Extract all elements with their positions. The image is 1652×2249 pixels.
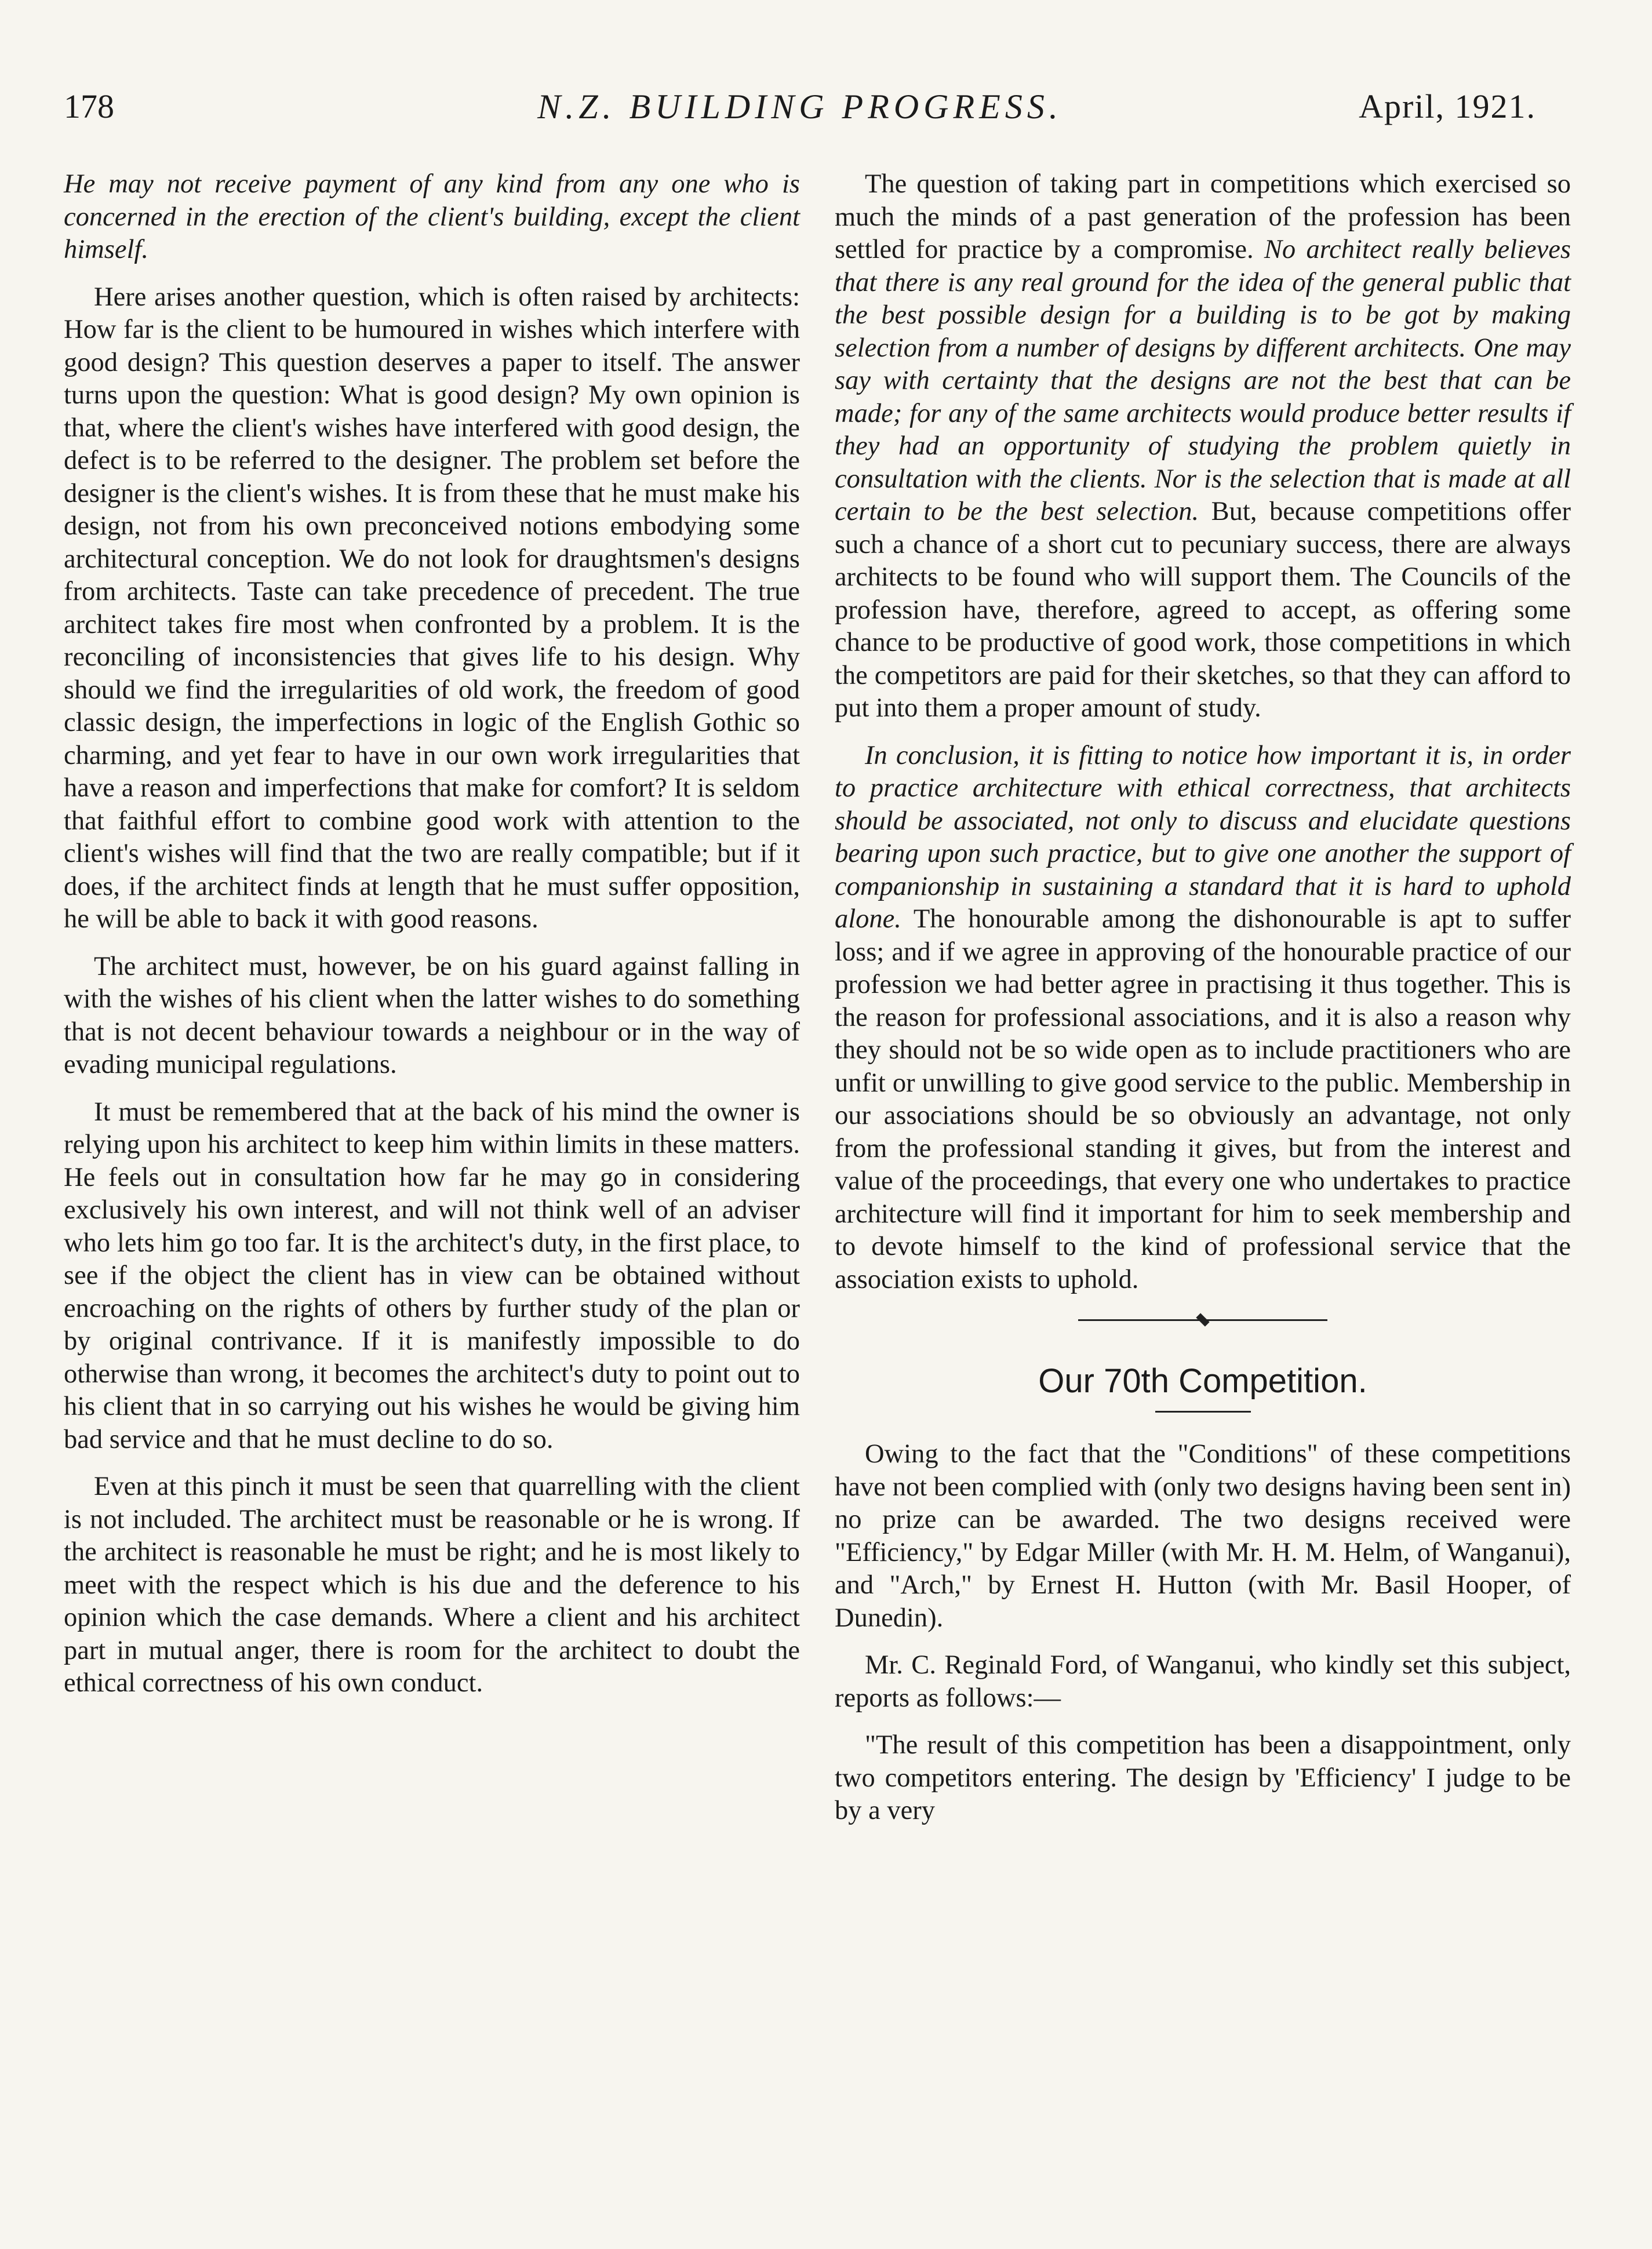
italic-text: He may not receive payment of any kind from any one who is concerned in the erection of the client's building, except the client himself.	[64, 169, 800, 264]
paragraph	[835, 740, 1571, 1297]
paragraph: Even at this pinch it must be seen that quarrelling with the client is not included. The architect must be reasonable or he is wrong. If the architect is reasonable he must be right; and he is most likely to meet with the respect which is his due and the deference to his opinion which the case demands. Where a client and his architect part in mutual anger, there is room for the architect to doubt the ethical correctness of his own conduct.	[64, 1472, 800, 1698]
paragraph: The architect must, however, be on his guard against falling in with the wishes of his client when the latter wishes to do something that is not decent behaviour towards a neighbour or in the way of evading municipal regulations.	[64, 951, 800, 1079]
issue-date: April, 1921.	[1359, 88, 1536, 125]
paragraph	[835, 168, 1571, 725]
paragraph: Here arises another question, which is often raised by architects: How far is the client to be humoured in wishes which interfere with good design? This question deserves a paper to itself. The answer turns upon the question: What is good design? My own opinion is that, where the client's wishes have interfered with good design, the defect is to be referred to the designer. The problem set before the designer is the client's wishes. It is from these that he must make his design, not from his own preconceived notions embodying some architectural conception. We do not look for draughtsmen's designs from architects. Taste can take precedence of precedent. The true architect takes fire most when confronted by a problem. It is the reconciling of inconsistencies that gives life to his design. Why should we find the irregularities of old work, the freedom of good classic design, the imperfections in logic of the English Gothic so charming, and yet fear to have in our own work irregularities that have a reason and imperfections that make for comfort? It is seldom that faithful effort to combine good work with attention to the client's wishes will find that the two are really compatible; but if it does, if the architect finds at length that he must suffer opposition, he will be able to back it with good reasons.	[64, 282, 800, 934]
paragraph	[64, 168, 800, 267]
title-rule	[1155, 1411, 1251, 1413]
text-run: But, because competitions offer such a chance of a short cut to pecuniary success, there are always architects to be found who will support them. The Councils of the profession have, therefore, agreed to accept, as offering some chance to be productive of good work, those competitions in which the competitors are paid for their sketches, so that they can afford to put into them a proper amount of study.	[835, 497, 1571, 723]
text-run: The question of taking part in competitions which exercised so much the minds of a past generation of the profession has been settled for practice by a compromise.	[835, 169, 1571, 264]
paragraph: "The result of this competition has been a disappointment, only two competitors entering. The design by 'Efficiency' I judge to be by a very	[835, 1730, 1571, 1825]
italic-text: In conclusion, it is fitting to notice how important it is, in order to practice architecture with ethical correctness, that architects should be associated, not only to discuss and elucidate questions bearing upon such practice, but to give one another the support of companionship in sustaining a standard that it is hard to uphold alone.	[835, 740, 1571, 934]
ornamental-divider	[1078, 1319, 1327, 1321]
paragraph: Owing to the fact that the "Conditions" of these competitions have not been complied with (only two designs having been sent in) no prize can be awarded. The two designs received were "Efficiency," by Edgar Miller (with Mr. H. M. Helm, of Wanganui), and "Arch," by Ernest H. Hutton (with Mr. Basil Hooper, of Dunedin).	[835, 1439, 1571, 1633]
paragraph: Mr. C. Reginald Ford, of Wanganui, who kindly set this subject, reports as follows:—	[835, 1650, 1571, 1713]
italic-text: No architect really believes that there is any real ground for the idea of the general public that the best possible design for a building is to be got by making selection from a number of designs by different architects. One may say with certainty that the designs are not the best that can be made; for any of the same architects would produce better results if they had an opportunity of studying the problem quietly in consultation with the clients. Nor is the selection that is made at all certain to be the best selection.	[835, 235, 1571, 526]
right-column	[835, 168, 1571, 1842]
section-title: Our 70th Competition.	[1038, 1362, 1367, 1400]
page-header	[64, 87, 1536, 139]
journal-title: N.Z. BUILDING PROGRESS.	[537, 88, 1062, 126]
text-run: The honourable among the dishonourable is apt to suffer loss; and if we agree in approving of the honourable practice of our profession we had better agree in practising it thus together. This is the reason for professional associations, and it is also a reason why they should not be so wide open as to include practitioners who are unfit or unwilling to give good service to the public. Membership in our associations should be so obviously an advantage, not only from the professional standing it gives, but from the interest and value of the proceedings, that every one who undertakes to practice architecture will find it important for him to seek membership and to devote himself to the kind of professional service that the association exists to uphold.	[835, 904, 1571, 1294]
paragraph: It must be remembered that at the back of his mind the owner is relying upon his architect to keep him within limits in these matters. He feels out in consultation how far he may go in considering exclusively his own interest, and will not think well of an adviser who lets him go too far. It is the architect's duty, in the first place, to see if the object the client has in view can be obtained without encroaching on the rights of others by further study of the plan or by original contrivance. If it is manifestly impossible to do otherwise than wrong, it becomes the architect's duty to point out to his client that in so carrying out his wishes he would be giving him bad service and that he must decline to do so.	[64, 1097, 800, 1454]
left-column	[64, 168, 800, 1715]
page-number: 178	[64, 88, 114, 125]
